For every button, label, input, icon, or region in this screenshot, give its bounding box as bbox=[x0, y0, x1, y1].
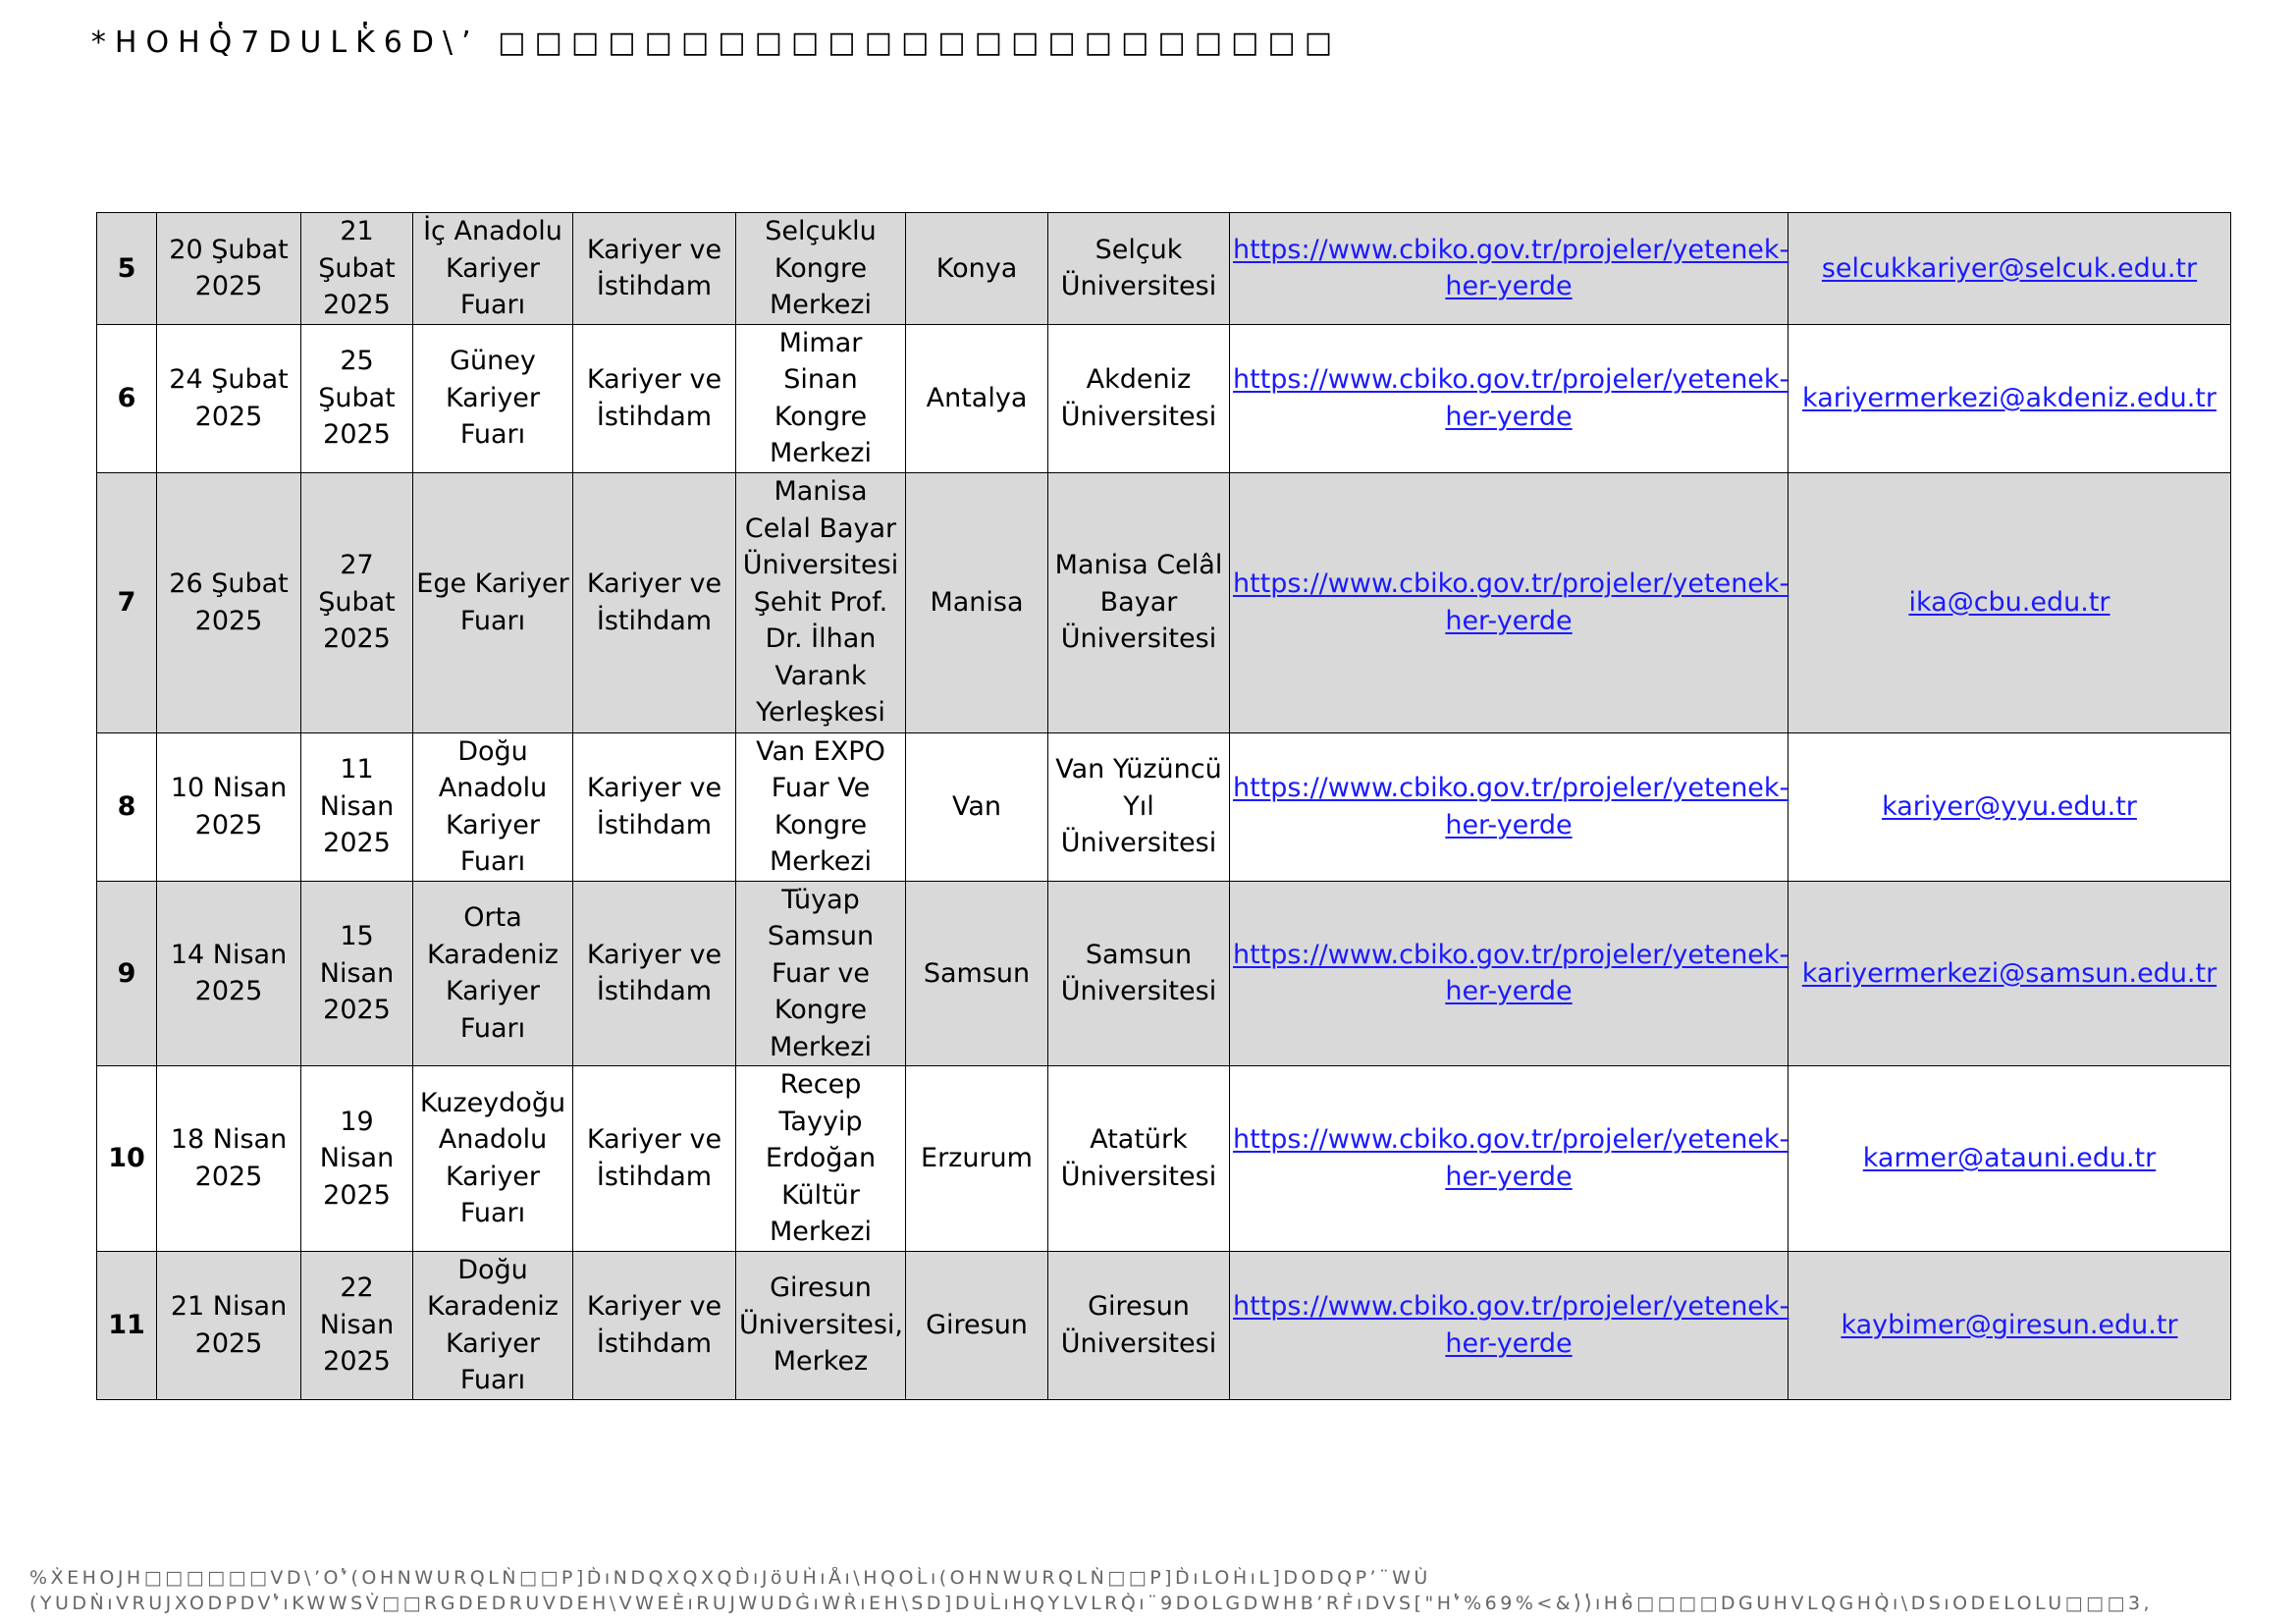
page-header bbox=[0, 26, 2296, 60]
university-cell: Akdeniz Üniversitesi bbox=[1048, 324, 1230, 472]
project-link[interactable]: https://www.cbiko.gov.tr/projeler/yetenek-her-yerde bbox=[1233, 773, 1789, 840]
venue-cell: Giresun Üniversitesi, Merkez bbox=[736, 1251, 906, 1399]
header-placeholder-glyphs: □□□□□□□□□□□□□□□□□□□□□□□ bbox=[498, 26, 1342, 60]
venue-cell: Van EXPO Fuar Ve Kongre Merkezi bbox=[736, 732, 906, 881]
project-link-cell bbox=[1230, 213, 1789, 325]
fair-name-cell: Doğu Karadeniz Kariyer Fuarı bbox=[413, 1251, 573, 1399]
row-number-cell: 6 bbox=[97, 324, 157, 472]
contact-email-link[interactable]: kariyermerkezi@akdeniz.edu.tr bbox=[1802, 382, 2216, 413]
table-row bbox=[97, 472, 2231, 732]
table-row bbox=[97, 732, 2231, 881]
project-link-cell bbox=[1230, 732, 1789, 881]
fair-type-cell: Kariyer ve İstihdam bbox=[573, 472, 736, 732]
contact-email-link-cell bbox=[1789, 1066, 2231, 1252]
city-cell: Giresun bbox=[906, 1251, 1048, 1399]
table-row bbox=[97, 324, 2231, 472]
fair-name-cell: Ege Kariyer Fuarı bbox=[413, 472, 573, 732]
fair-name-cell: Güney Kariyer Fuarı bbox=[413, 324, 573, 472]
university-cell: Manisa Celâl Bayar Üniversitesi bbox=[1048, 472, 1230, 732]
venue-cell: Selçuklu Kongre Merkezi bbox=[736, 213, 906, 325]
end-date-cell: 21 Şubat 2025 bbox=[301, 213, 413, 325]
contact-email-link-cell bbox=[1789, 213, 2231, 325]
fair-name-cell: İç Anadolu Kariyer Fuarı bbox=[413, 213, 573, 325]
contact-email-link-cell bbox=[1789, 881, 2231, 1066]
project-link[interactable]: https://www.cbiko.gov.tr/projeler/yetenek-her-yerde bbox=[1233, 364, 1789, 432]
university-cell: Samsun Üniversitesi bbox=[1048, 881, 1230, 1066]
contact-email-link[interactable]: kariyermerkezi@samsun.edu.tr bbox=[1801, 957, 2217, 989]
row-number-cell: 8 bbox=[97, 732, 157, 881]
city-cell: Antalya bbox=[906, 324, 1048, 472]
fair-name-cell: Doğu Anadolu Kariyer Fuarı bbox=[413, 732, 573, 881]
university-cell: Selçuk Üniversitesi bbox=[1048, 213, 1230, 325]
university-cell: Van Yüzüncü Yıl Üniversitesi bbox=[1048, 732, 1230, 881]
table-row bbox=[97, 1066, 2231, 1252]
table-body bbox=[97, 213, 2231, 1400]
university-cell: Giresun Üniversitesi bbox=[1048, 1251, 1230, 1399]
fair-type-cell: Kariyer ve İstihdam bbox=[573, 1251, 736, 1399]
fair-type-cell: Kariyer ve İstihdam bbox=[573, 881, 736, 1066]
contact-email-link-cell bbox=[1789, 732, 2231, 881]
project-link[interactable]: https://www.cbiko.gov.tr/projeler/yetenek-her-yerde bbox=[1233, 568, 1789, 636]
project-link[interactable]: https://www.cbiko.gov.tr/projeler/yetenek-her-yerde bbox=[1233, 1291, 1789, 1359]
row-number-cell: 11 bbox=[97, 1251, 157, 1399]
start-date-cell: 26 Şubat 2025 bbox=[157, 472, 301, 732]
project-link-cell bbox=[1230, 881, 1789, 1066]
city-cell: Erzurum bbox=[906, 1066, 1048, 1252]
contact-email-link[interactable]: karmer@atauni.edu.tr bbox=[1862, 1143, 2157, 1173]
contact-email-link-cell bbox=[1789, 1251, 2231, 1399]
venue-cell: Tüyap Samsun Fuar ve Kongre Merkezi bbox=[736, 881, 906, 1066]
fair-type-cell: Kariyer ve İstihdam bbox=[573, 324, 736, 472]
row-number-cell: 10 bbox=[97, 1066, 157, 1252]
end-date-cell: 15 Nisan 2025 bbox=[301, 881, 413, 1066]
university-cell: Atatürk Üniversitesi bbox=[1048, 1066, 1230, 1252]
project-link[interactable]: https://www.cbiko.gov.tr/projeler/yetenek-her-yerde bbox=[1233, 939, 1789, 1007]
project-link[interactable]: https://www.cbiko.gov.tr/projeler/yetenek-her-yerde bbox=[1233, 234, 1789, 302]
table-row bbox=[97, 881, 2231, 1066]
start-date-cell: 20 Şubat 2025 bbox=[157, 213, 301, 325]
row-number-cell: 5 bbox=[97, 213, 157, 325]
fair-type-cell: Kariyer ve İstihdam bbox=[573, 1066, 736, 1252]
venue-cell: Mimar Sinan Kongre Merkezi bbox=[736, 324, 906, 472]
project-link-cell bbox=[1230, 472, 1789, 732]
city-cell: Konya bbox=[906, 213, 1048, 325]
row-number-cell: 9 bbox=[97, 881, 157, 1066]
header-title: *HOHQ̔7DULK̔6D\’ bbox=[90, 26, 480, 60]
contact-email-link[interactable]: selcukkariyer@selcuk.edu.tr bbox=[1821, 252, 2198, 284]
end-date-cell: 11 Nisan 2025 bbox=[301, 732, 413, 881]
start-date-cell: 24 Şubat 2025 bbox=[157, 324, 301, 472]
contact-email-link-cell bbox=[1789, 324, 2231, 472]
project-link-cell bbox=[1230, 1251, 1789, 1399]
fair-name-cell: Orta Karadeniz Kariyer Fuarı bbox=[413, 881, 573, 1066]
city-cell: Van bbox=[906, 732, 1048, 881]
city-cell: Manisa bbox=[906, 472, 1048, 732]
contact-email-link[interactable]: ika@cbu.edu.tr bbox=[1908, 586, 2110, 618]
fair-type-cell: Kariyer ve İstihdam bbox=[573, 732, 736, 881]
project-link[interactable]: https://www.cbiko.gov.tr/projeler/yetenek-her-yerde bbox=[1233, 1124, 1789, 1192]
end-date-cell: 19 Nisan 2025 bbox=[301, 1066, 413, 1252]
venue-cell: Manisa Celal Bayar Üniversitesi Şehit Prof. Dr. İlhan Varank Yerleşkesi bbox=[736, 472, 906, 732]
fair-name-cell: Kuzeydoğu Anadolu Kariyer Fuarı bbox=[413, 1066, 573, 1252]
table-row bbox=[97, 213, 2231, 325]
project-link-cell bbox=[1230, 1066, 1789, 1252]
city-cell: Samsun bbox=[906, 881, 1048, 1066]
end-date-cell: 27 Şubat 2025 bbox=[301, 472, 413, 732]
contact-email-link[interactable]: kaybimer@giresun.edu.tr bbox=[1841, 1309, 2178, 1340]
start-date-cell: 14 Nisan 2025 bbox=[157, 881, 301, 1066]
start-date-cell: 18 Nisan 2025 bbox=[157, 1066, 301, 1252]
contact-email-link-cell bbox=[1789, 472, 2231, 732]
career-fair-table bbox=[96, 212, 2231, 1400]
project-link-cell bbox=[1230, 324, 1789, 472]
footer-line-1: %X̔EHOJH□□□□□□VD\’O’̔(OHNWURQLN̔□□P]D̔ıNDQXQXQD̔ıJöUH̔ıÅı\HQOL̔ı(OHNWURQLN̔□□P]D̔ıLOH̔ıL]DODQP’¨WU̔ bbox=[29, 1567, 1431, 1589]
end-date-cell: 22 Nisan 2025 bbox=[301, 1251, 413, 1399]
fair-type-cell: Kariyer ve İstihdam bbox=[573, 213, 736, 325]
footer-line-2: (YUDN̔ıVRUJXODPDV’̔ıKWWSV̔□□RGDEDRUVDEH\VWEE̔ıRUJWUDG̔ıWR̔ıEH\SD]DUL̔ıHQYLVLRQ̔ı¨9DOLGDWHB’RF̔ıDVS["H’̔%69%<&)̔)̔ıH6̔□□□□DGUHVLQGHQ̔ı\DSıODELOLU□□□3, bbox=[29, 1593, 2154, 1614]
end-date-cell: 25 Şubat 2025 bbox=[301, 324, 413, 472]
start-date-cell: 21 Nisan 2025 bbox=[157, 1251, 301, 1399]
start-date-cell: 10 Nisan 2025 bbox=[157, 732, 301, 881]
row-number-cell: 7 bbox=[97, 472, 157, 732]
venue-cell: Recep Tayyip Erdoğan Kültür Merkezi bbox=[736, 1066, 906, 1252]
contact-email-link[interactable]: kariyer@yyu.edu.tr bbox=[1882, 790, 2137, 822]
table-row bbox=[97, 1251, 2231, 1399]
